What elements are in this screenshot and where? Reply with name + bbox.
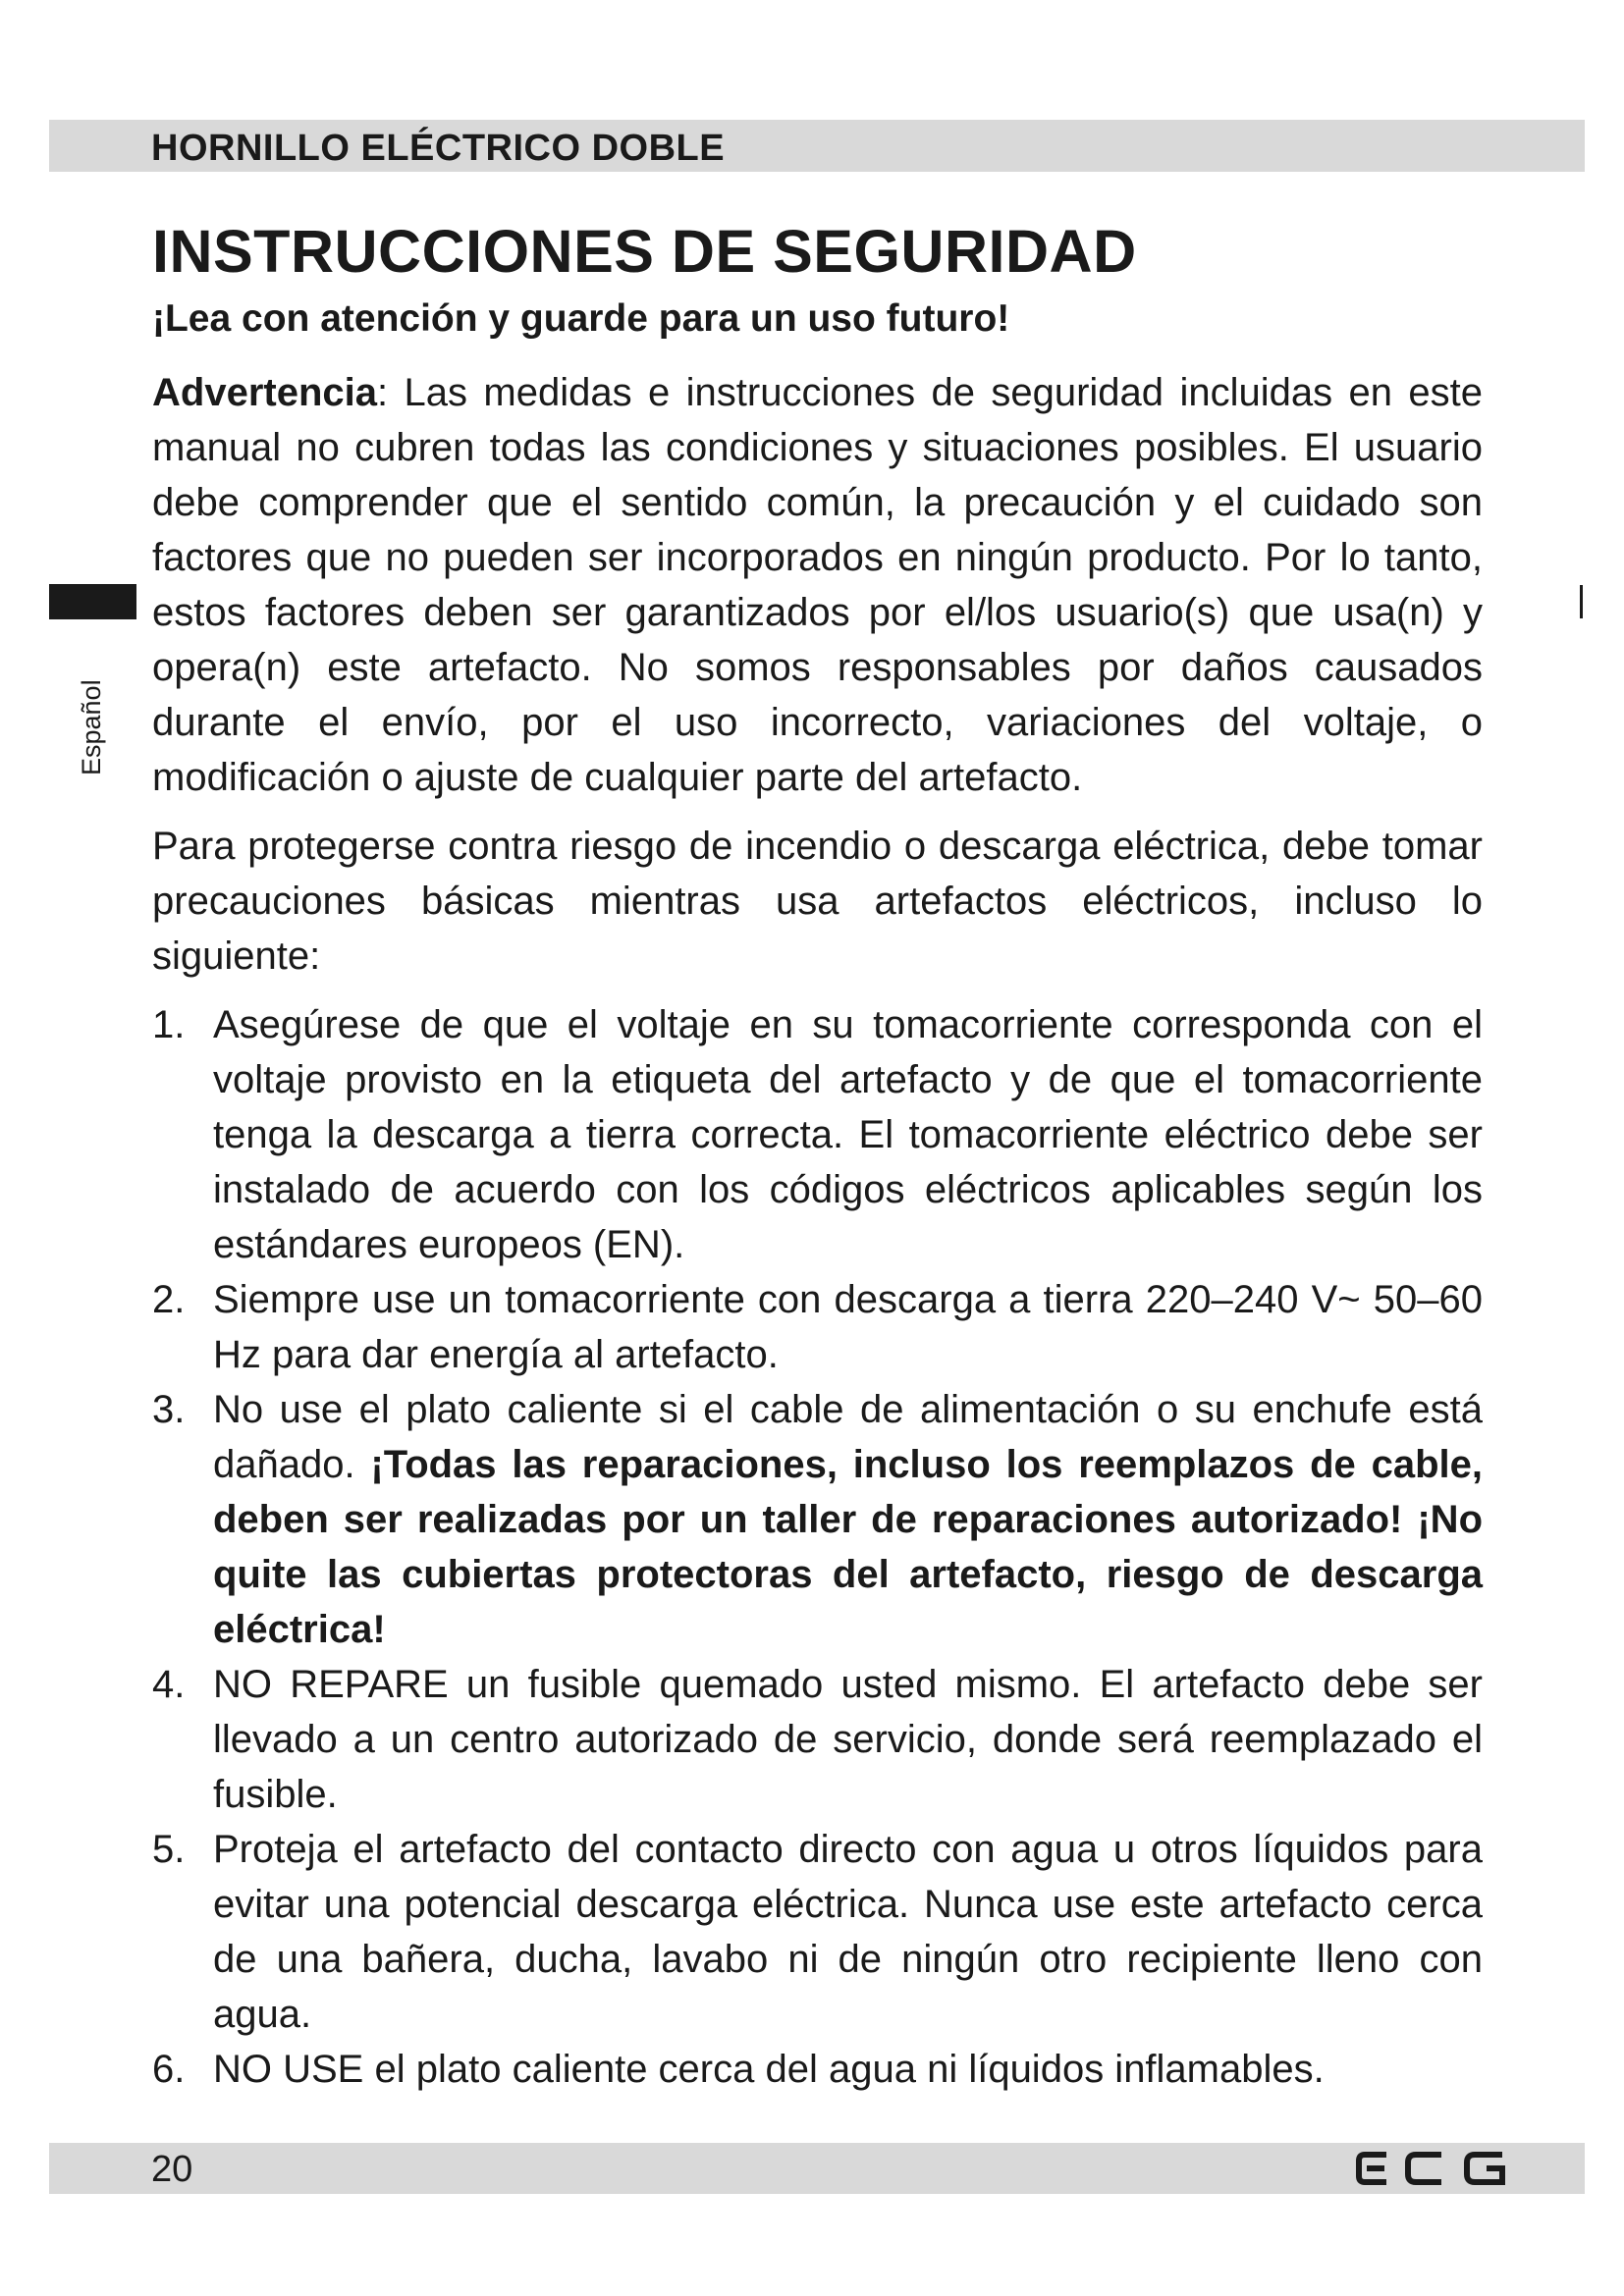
item-text: Siempre use un tomacorriente con descarga a tierra 220–240 V~ 50–60 Hz para dar energía al artefacto.	[213, 1278, 1483, 1376]
item-text: NO USE el plato caliente cerca del agua ni líquidos inflamables.	[213, 2048, 1325, 2091]
list-item	[152, 1272, 1483, 1382]
margin-mark	[1580, 585, 1583, 618]
language-tab-marker	[49, 584, 136, 619]
list-item	[152, 1657, 1483, 1822]
item-number: 6.	[152, 2048, 186, 2091]
item-text: No use el plato caliente si el cable de alimentación o su enchufe está dañado.	[213, 1388, 1483, 1486]
item-text: Asegúrese de que el voltaje en su tomacorriente corresponda con el voltaje provisto en la etiqueta del artefacto y de que el tomacorriente tenga la descarga a tierra correcta. El tomacorriente eléctrico debe ser instalado de acuerdo con los códigos eléctricos aplicables según los estándares europeos (EN).	[213, 1003, 1483, 1266]
warning-label: Advertencia	[152, 371, 377, 414]
page-title: INSTRUCCIONES DE SEGURIDAD	[152, 218, 1137, 285]
page-subtitle: ¡Lea con atención y guarde para un uso futuro!	[152, 297, 1010, 340]
list-item	[152, 997, 1483, 1272]
item-number: 2.	[152, 1278, 186, 1321]
header-title: HORNILLO ELÉCTRICO DOBLE	[151, 128, 726, 169]
safety-list	[152, 997, 1483, 2097]
list-item	[152, 1382, 1483, 1657]
header-bar	[49, 120, 1585, 172]
list-item	[152, 2042, 1483, 2097]
item-number: 4.	[152, 1663, 186, 1706]
item-number: 5.	[152, 1828, 186, 1871]
item-text: Proteja el artefacto del contacto directo con agua u otros líquidos para evitar una potencial descarga eléctrica. Nunca use este artefacto cerca de una bañera, ducha, lavabo ni de ningún otro recipiente lleno con agua.	[213, 1828, 1483, 2036]
language-label: Español	[77, 679, 106, 775]
item-bold-warning: ¡Todas las reparaciones, incluso los reemplazos de cable, deben ser realizadas por un taller de reparaciones autorizado! ¡No quite las cubiertas protectoras del artefacto, riesgo de descarga eléctrica!	[213, 1443, 1483, 1651]
ecg-logo	[1355, 2149, 1512, 2188]
footer-bar	[49, 2143, 1585, 2194]
item-text: NO REPARE un fusible quemado usted mismo. El artefacto debe ser llevado a un centro autorizado de servicio, donde será reemplazado el fusible.	[213, 1663, 1483, 1816]
item-number: 1.	[152, 1003, 186, 1046]
intro-paragraph: Para protegerse contra riesgo de incendio o descarga eléctrica, debe tomar precauciones básicas mientras usa artefactos eléctricos, incluso lo siguiente:	[152, 825, 1483, 978]
warning-text: : Las medidas e instrucciones de seguridad incluidas en este manual no cubren todas las condiciones y situaciones posibles. El usuario debe comprender que el sentido común, la precaución y el cuidado son factores que no pueden ser incorporados en ningún producto. Por lo tanto, estos factores deben ser garantizados por el/los usuario(s) que usa(n) y opera(n) este artefacto. No somos responsables por daños causados durante el envío, por el uso incorrecto, variaciones del voltaje, o modificación o ajuste de cualquier parte del artefacto.	[152, 371, 1483, 799]
page-number: 20	[151, 2149, 193, 2190]
main-content	[152, 211, 1483, 2097]
item-number: 3.	[152, 1388, 186, 1431]
list-item	[152, 1822, 1483, 2042]
warning-paragraph	[152, 365, 1483, 805]
